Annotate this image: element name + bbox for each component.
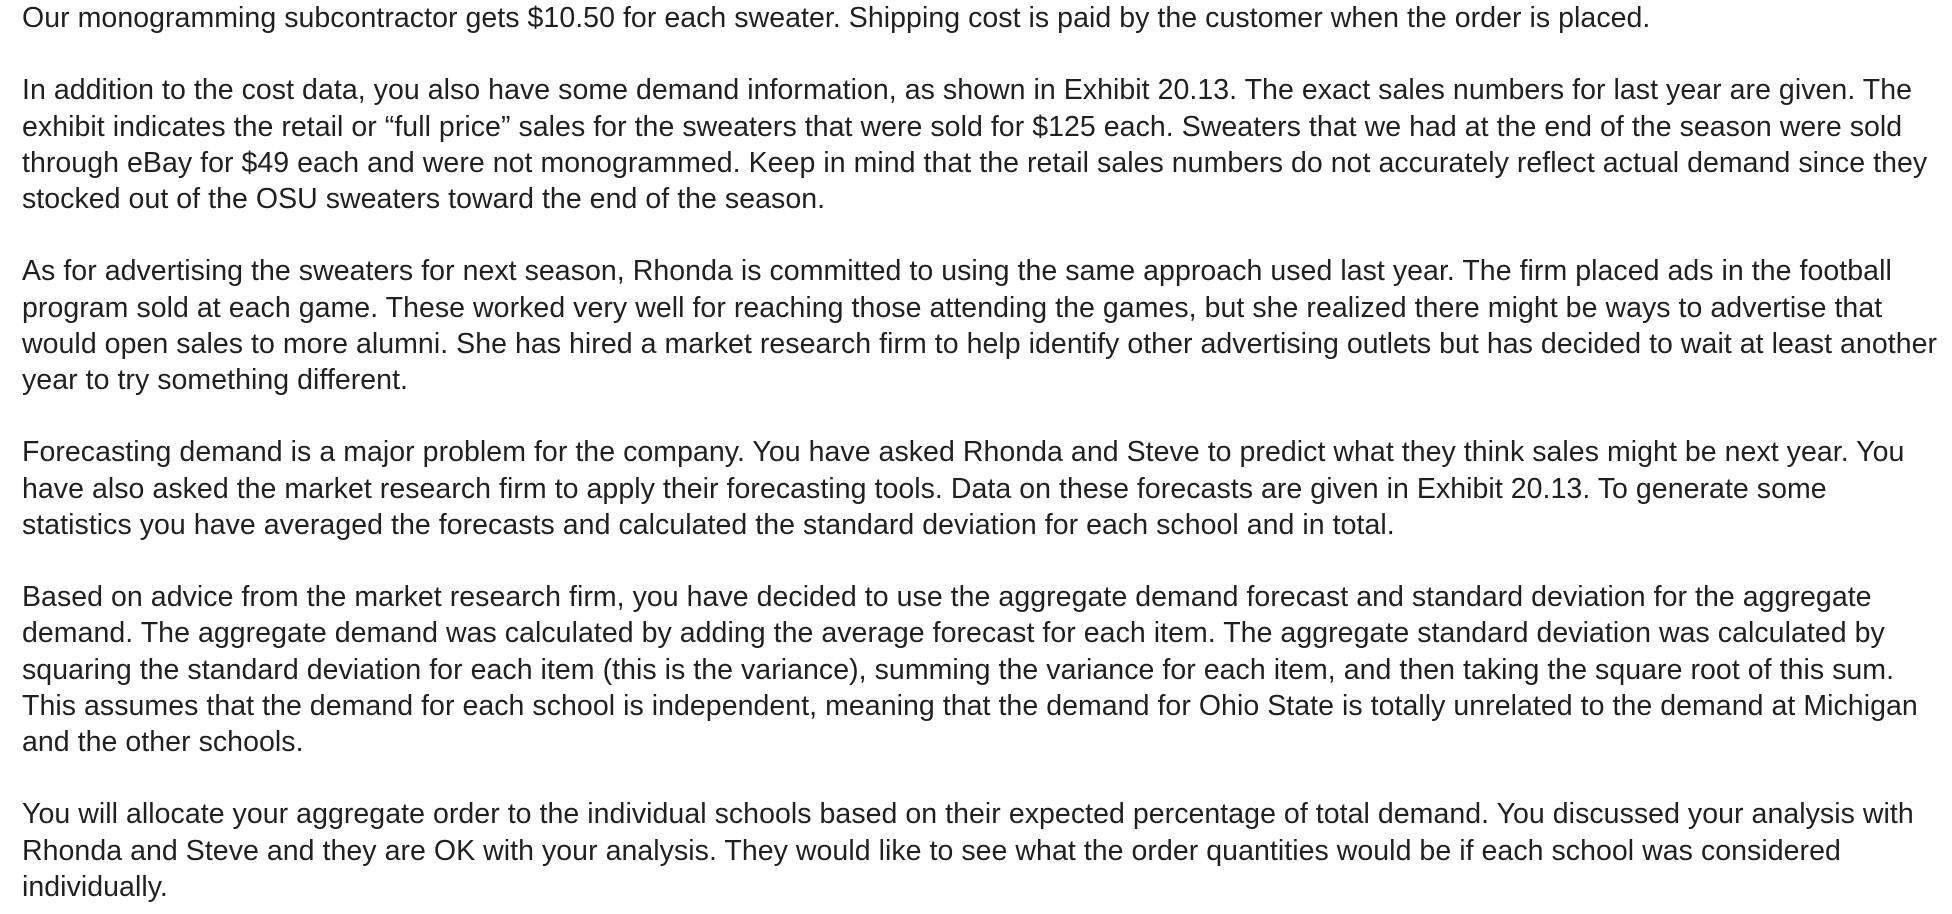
paragraph-demand-information: In addition to the cost data, you also have some demand information, as shown in Exhibit 20.13. The exact sales numbers for last year are given. The exhibit indicates the retail or “full price” sales for the sweaters that were sold for $125 each. Sweaters that we had at the end of the season were sold through eBay for $49 each and were not monogrammed. Keep in mind that the retail sales numbers do not accurately reflect actual demand since they stocked out of the OSU sweaters toward the end of the season.: [22, 74, 1928, 215]
paragraph-aggregate-demand: Based on advice from the market research firm, you have decided to use the aggregate demand forecast and standard deviation for the aggregate demand. The aggregate demand was calculated by adding the average forecast for each item. The aggregate standard deviation was calculated by squaring the standard deviation for each item (this is the variance), summing the variance for each item, and then taking the square root of this sum. This assumes that the demand for each school is independent, meaning that the demand for Ohio State is totally unrelated to the demand at Michigan and the other schools.: [22, 581, 1918, 758]
paragraph-advertising: As for advertising the sweaters for next season, Rhonda is committed to using the same approach used last year. The firm placed ads in the football program sold at each game. These worked very well for reaching those attending the games, but she realized there might be ways to advertise that would open sales to more alumni. She has hired a market research firm to help identify other advertising outlets but has decided to wait at least another year to try something different.: [22, 255, 1938, 396]
document-body: [22, 0, 1942, 905]
paragraph-monogramming-cost: Our monogramming subcontractor gets $10.50 for each sweater. Shipping cost is paid by the customer when the order is placed.: [22, 2, 1651, 34]
paragraph-order-allocation: You will allocate your aggregate order to the individual schools based on their expected percentage of total demand. You discussed your analysis with Rhonda and Steve and they are OK with your analysis. They would like to see what the order quantities would be if each school was considered individually.: [22, 798, 1914, 903]
paragraph-forecasting-demand: Forecasting demand is a major problem for the company. You have asked Rhonda and Steve to predict what they think sales might be next year. You have also asked the market research firm to apply their forecasting tools. Data on these forecasts are given in Exhibit 20.13. To generate some statistics you have averaged the forecasts and calculated the standard deviation for each school and in total.: [22, 436, 1905, 541]
